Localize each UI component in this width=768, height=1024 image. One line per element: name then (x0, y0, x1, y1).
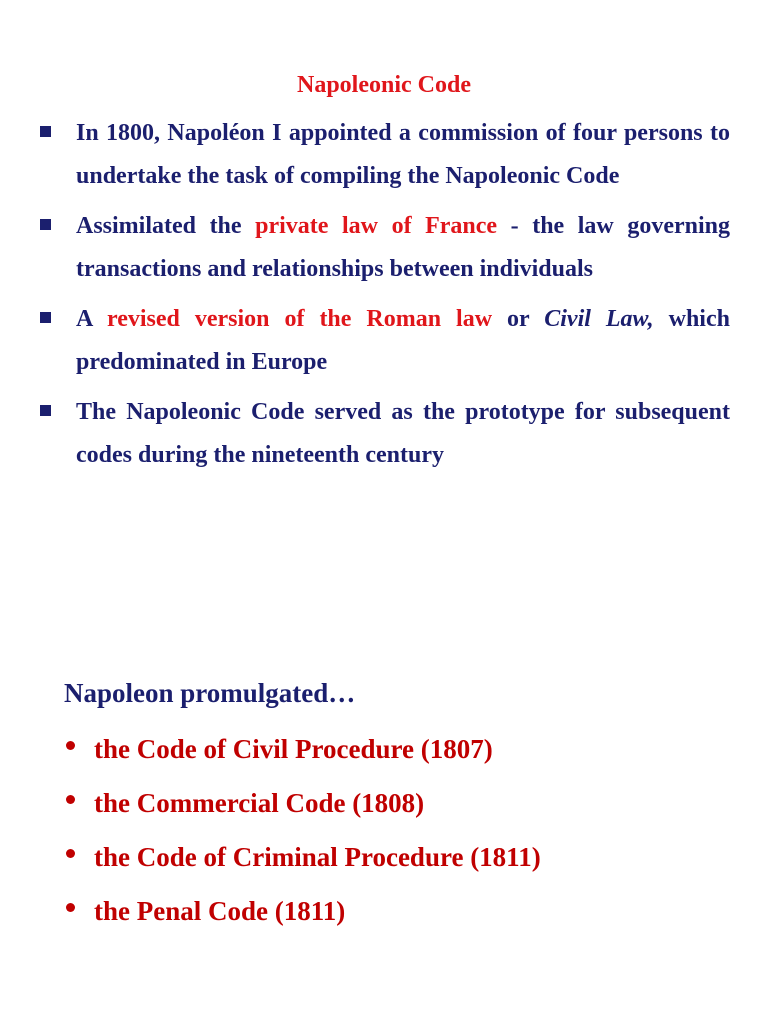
dot-bullet-icon (66, 903, 75, 912)
bullet-text: A (76, 306, 107, 332)
code-item-text: the Penal Code (1811) (94, 896, 346, 926)
bullet-text: Assimilated the (76, 213, 256, 239)
highlight-text: revised version of the Roman law (106, 306, 493, 332)
square-bullet-icon (40, 312, 51, 323)
italic-text: Civil Law, (544, 306, 654, 332)
list-item (40, 298, 730, 384)
square-bullet-icon (40, 405, 51, 416)
list-item (40, 112, 730, 198)
list-item (64, 722, 724, 776)
dot-bullet-icon (66, 795, 75, 804)
bullet-text: which predominated in Europe (76, 306, 730, 375)
code-item-text: the Code of Criminal Procedure (1811) (94, 842, 541, 872)
bullet-list (40, 112, 730, 484)
promulgated-section (64, 670, 724, 938)
bullet-text: or (492, 306, 545, 332)
section-heading: Napoleon promulgated… (64, 678, 356, 708)
square-bullet-icon (40, 219, 51, 230)
list-item (40, 391, 730, 477)
code-item-text: the Commercial Code (1808) (94, 788, 425, 818)
list-item (64, 884, 724, 938)
page-title: Napoleonic Code (297, 72, 471, 98)
bullet-text: The Napoleonic Code served as the prototype for subsequent codes during the nineteenth century (76, 399, 730, 468)
dot-bullet-icon (66, 741, 75, 750)
list-item (64, 776, 724, 830)
bullet-text: In 1800, Napoléon I appointed a commission of four persons to undertake the task of compiling the Napoleonic Code (76, 120, 730, 189)
dot-bullet-icon (66, 849, 75, 858)
bullet-text: - the law governing transactions and relationships between individuals (76, 213, 730, 282)
highlight-text: private law of France (255, 213, 498, 239)
list-item (40, 205, 730, 291)
list-item (64, 830, 724, 884)
code-item-text: the Code of Civil Procedure (1807) (94, 734, 493, 764)
square-bullet-icon (40, 126, 51, 137)
